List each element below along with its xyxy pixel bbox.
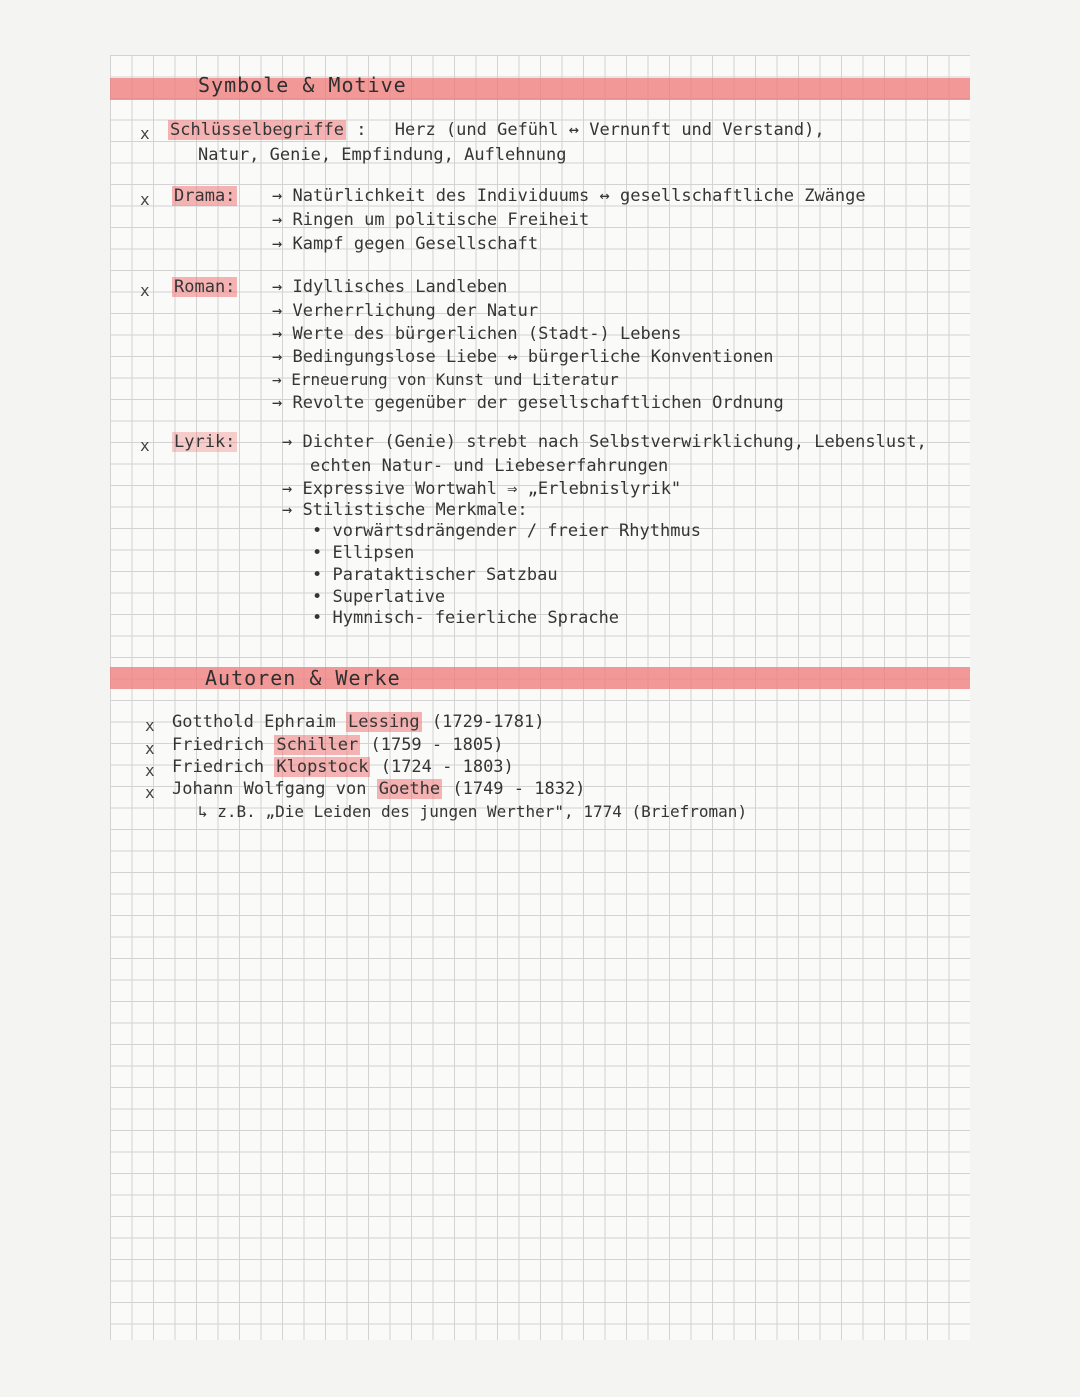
roman-item: → Idyllisches Landleben: [272, 277, 508, 297]
bullet-marker: x: [145, 761, 155, 780]
lyrik-item: → Stilistische Merkmale:: [282, 500, 528, 520]
roman-item: → Revolte gegenüber der gesellschaftlichen Ordnung: [272, 393, 784, 413]
author-dates: (1759 - 1805): [360, 735, 504, 755]
roman-item: → Werte des bürgerlichen (Stadt-) Lebens: [272, 324, 682, 344]
author-row: [172, 779, 585, 799]
lyrik-item: → Expressive Wortwahl ⇒ „Erlebnislyrik": [282, 479, 682, 499]
bullet-marker: x: [145, 783, 155, 802]
bullet-marker: x: [140, 124, 150, 143]
key-terms-line1: [168, 120, 825, 140]
roman-item: → Verherrlichung der Natur: [272, 301, 539, 321]
key-terms-label: Schlüsselbegriffe: [170, 120, 344, 140]
author-row: [172, 757, 514, 777]
drama-item: → Kampf gegen Gesellschaft: [272, 234, 539, 254]
lyrik-label: [172, 432, 237, 452]
bullet-marker: x: [140, 190, 150, 209]
lyrik-label-text: Lyrik:: [174, 432, 236, 452]
lyrik-feature: • Superlative: [312, 587, 446, 607]
lyrik-feature: • Parataktischer Satzbau: [312, 565, 558, 585]
author-prefix: Friedrich: [172, 757, 275, 777]
author-name: Goethe: [378, 779, 441, 799]
key-terms-line2: Natur, Genie, Empfindung, Auflehnung: [198, 145, 567, 165]
lyrik-item: echten Natur- und Liebeserfahrungen: [310, 456, 669, 476]
roman-label: [172, 277, 237, 297]
author-name: Schiller: [276, 735, 359, 755]
example-work: ↳ z.B. „Die Leiden des jungen Werther", 1774 (Briefroman): [198, 802, 748, 821]
author-dates: (1749 - 1832): [442, 779, 586, 799]
key-terms-text1: Herz (und Gefühl ↔ Vernunft und Verstand),: [394, 120, 825, 140]
roman-item: → Bedingungslose Liebe ↔ bürgerliche Konventionen: [272, 347, 774, 367]
author-name: Lessing: [348, 712, 420, 732]
bullet-marker: x: [145, 739, 155, 758]
bullet-marker: x: [145, 716, 155, 735]
author-prefix: Gotthold Ephraim: [172, 712, 346, 732]
author-dates: (1724 - 1803): [370, 757, 514, 777]
bullet-marker: x: [140, 281, 150, 300]
drama-item: → Natürlichkeit des Individuums ↔ gesellschaftliche Zwänge: [272, 186, 866, 206]
key-terms-colon: :: [356, 120, 367, 140]
lyrik-feature: • Ellipsen: [312, 543, 415, 563]
drama-label-text: Drama:: [174, 186, 236, 206]
drama-item: → Ringen um politische Freiheit: [272, 210, 590, 230]
section-title-symbols: Symbole & Motive: [198, 73, 407, 97]
author-name: Klopstock: [276, 757, 369, 777]
author-prefix: Friedrich: [172, 735, 275, 755]
lyrik-feature: • vorwärtsdrängender / freier Rhythmus: [312, 521, 701, 541]
section-title-authors: Autoren & Werke: [205, 666, 401, 690]
roman-item: → Erneuerung von Kunst und Literatur: [272, 370, 619, 389]
author-prefix: Johann Wolfgang von: [172, 779, 377, 799]
lyrik-item: → Dichter (Genie) strebt nach Selbstverwirklichung, Lebenslust,: [282, 432, 927, 452]
author-row: [172, 712, 544, 732]
author-dates: (1729-1781): [421, 712, 545, 732]
lyrik-feature: • Hymnisch- feierliche Sprache: [312, 608, 620, 628]
grid-paper: [110, 55, 970, 1340]
author-row: [172, 735, 504, 755]
drama-label: [172, 186, 237, 206]
roman-label-text: Roman:: [174, 277, 236, 297]
bullet-marker: x: [140, 436, 150, 455]
